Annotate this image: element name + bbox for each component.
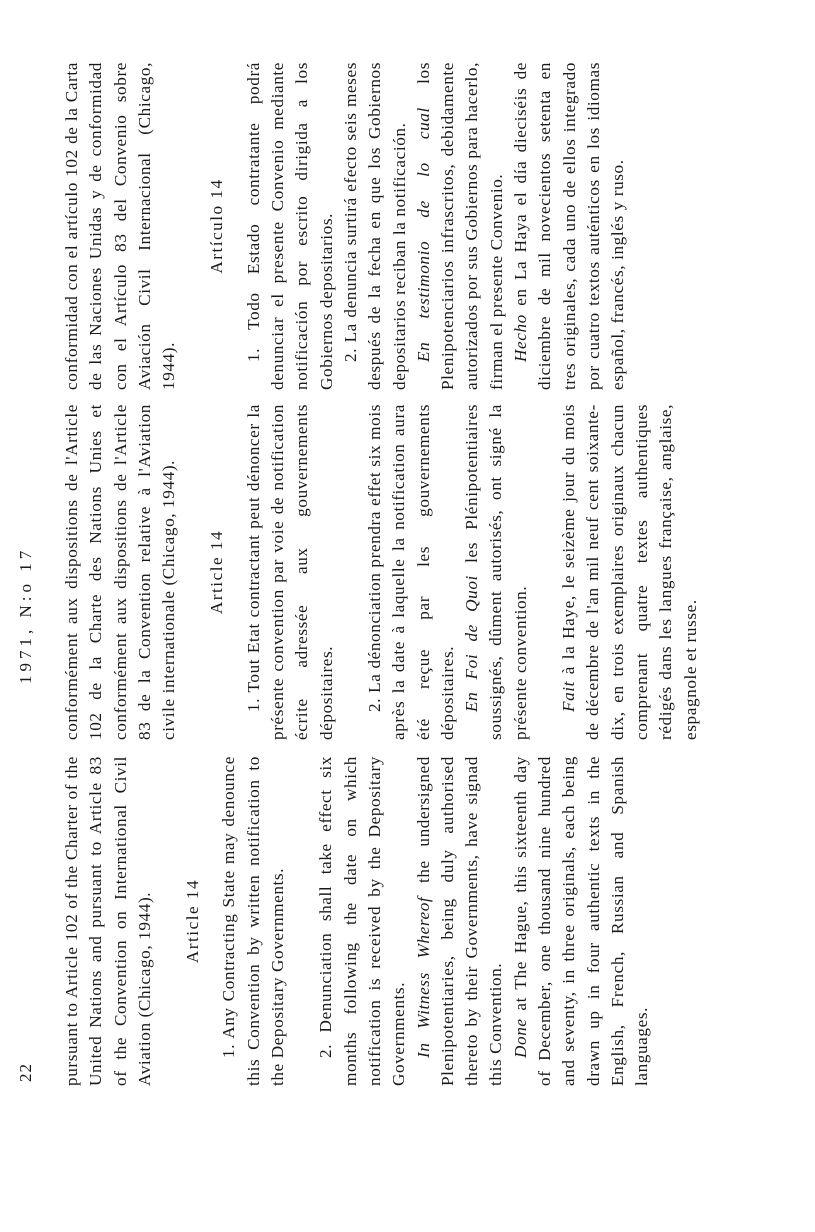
- running-head: 1971, N:o 17: [16, 546, 35, 684]
- french-witness-rest: les Plénipotentiaires soussignés, dûment autorisés, ont signé la présente convention.: [462, 404, 530, 740]
- english-witness-rest: the undersigned Plenipotentiaries, being duly authorised thereto by their Governments, have signad this Convention.: [413, 756, 506, 1086]
- spanish-para-2: 2. La denuncia surtirá efecto seis meses después de la fecha en que los Gobiernos depositarios reciban la notificación.: [340, 62, 409, 390]
- french-witness: [460, 404, 533, 740]
- french-para-2: 2. La dénonciation prendra effet six mois après la date à laquelle la notification aura été reçue par les gouvernements dépositaires.: [364, 404, 457, 740]
- spanish-column: [60, 62, 631, 390]
- english-para-1: 1. Any Contracting State may denounce this Convention by written notification to the Depositary Governments.: [219, 756, 288, 1086]
- french-witness-lead: En Foi de Quoi: [462, 575, 482, 712]
- spanish-done-lead: Hecho: [511, 314, 531, 362]
- french-done: [557, 404, 703, 740]
- spanish-witness: [412, 62, 509, 390]
- french-intro: conformément aux dispositions de l'Article 102 de la Charte des Nations Unies et conformément aux dispositions de l'Article 83 de la Convention relative à l'Aviation civile internationale (Chicago, 1944).: [62, 404, 179, 740]
- spanish-done-rest: en La Haya el día dieciséis de diciembre de mil novecientos setenta en tres originales, cada uno de ellos integrado por cuatro textos auténticos en los idiomas español, francés, inglés y ruso.: [511, 62, 628, 390]
- french-para-1: 1. Tout Etat contractant peut dénoncer la présente convention par voie de notification écrite adressée aux gouvernements dépositaires.: [243, 404, 336, 740]
- spanish-done: [509, 62, 630, 390]
- spanish-witness-rest: los Plenipotenciarios infrascritos, debidamente autorizados por sus Gobiernos para hacerlo, firman el presente Convenio.: [413, 62, 506, 390]
- french-done-lead: Fait: [559, 680, 579, 712]
- french-done-rest: à la Haye, le seizème jour du mois de décembre de l'an mil neuf cent soixante-dix, en trois exemplaires originaux chacun comprenant quatre textes authentiques rédigés dans les langues française, anglaise, espagnole et russe.: [559, 404, 700, 740]
- page-number: 22: [16, 1063, 35, 1082]
- spanish-witness-lead: En testimonio de lo cual: [413, 107, 433, 362]
- french-column: [60, 404, 703, 740]
- english-done: [509, 756, 655, 1086]
- spanish-intro: conformidad con el artículo 102 de la Carta de las Naciones Unidas y de conformidad con el Artículo 83 del Convenio sobre Aviación Civil Internacional (Chicago, 1944).: [62, 62, 179, 390]
- english-done-lead: Done: [510, 1018, 530, 1058]
- english-intro: pursuant to Article 102 of the Charter of the United Nations and pursuant to Article 83 of the Convention on International Civil Aviation (Chicago, 1944).: [62, 756, 154, 1086]
- english-done-rest: at The Hague, this sixteenth day of December, one thousand nine hundred and seventy, in three originals, each being drawn up in four authentic texts in the English, French, Russian and Spanish languages.: [510, 756, 652, 1086]
- english-column: [60, 756, 655, 1086]
- spanish-para-1: 1. Todo Estado contratante podrá denunciar el presente Convenio mediante notificación por escrito dirigida a los Gobiernos depositarios.: [243, 62, 336, 390]
- english-article-heading: Article 14: [183, 878, 203, 964]
- spanish-article-heading: Artículo 14: [207, 178, 227, 274]
- english-witness-lead: In Witness Whereof: [413, 896, 433, 1058]
- english-witness: [412, 756, 509, 1086]
- english-para-2: 2. Denunciation shall take effect six months following the date on which notification is received by the Depositary Governments.: [316, 756, 409, 1086]
- french-article-heading: Article 14: [207, 529, 227, 615]
